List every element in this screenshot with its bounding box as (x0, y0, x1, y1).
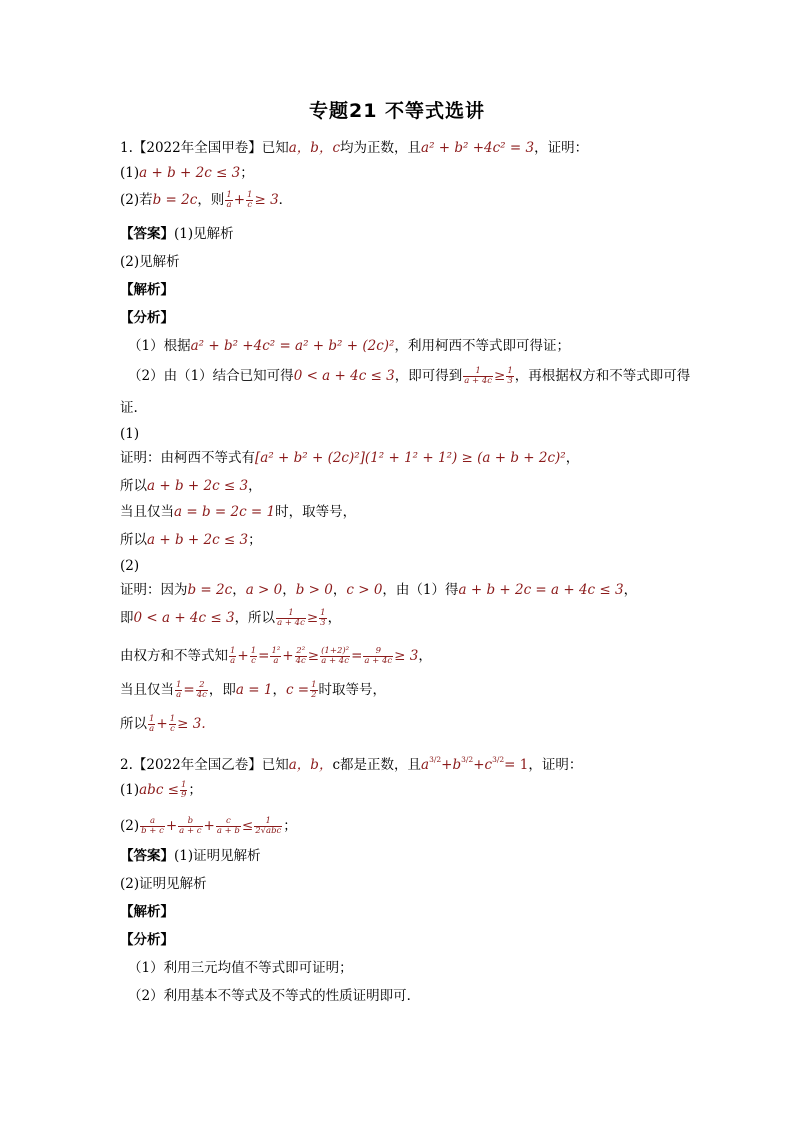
problem-2-question-1: (1)abc ≤ $\frac{1}{9}$ ； (120, 780, 202, 800)
problem-1-question-2: (2)若b = 2c，则 $\frac{1}{a}$ + $\frac{1}{c}$ ≥ 3． (120, 190, 293, 210)
analysis-2-line-2: （2）利用基本不等式及不等式的性质证明即可． (128, 988, 421, 1004)
fraction-1-over-a: $\frac{1}{a}$ (226, 190, 232, 210)
solution-2-line-4: 当且仅当 $\frac{1}{a}$ = $\frac{2}{4c}$ ，即a = 1，c = $\frac{1}{2}$ 时取等号， (120, 680, 387, 700)
analysis-1-line-1: （1）根据a² + b² +4c² = a² + b² + (2c)²，利用柯西不等式即可得证； (128, 338, 570, 354)
fenxi-label-1: 【分析】 (120, 310, 174, 326)
solution-1-label: (1) (120, 426, 140, 442)
problem-1-question-1: (1)a + b + 2c ≤ 3； (120, 165, 254, 181)
solution-2-line-5: 所以 $\frac{1}{a}$ + $\frac{1}{c}$ ≥ 3. (120, 714, 206, 734)
problem-2-question-2: (2) $\frac{a}{b + c}$ + $\frac{b}{a + c}$ + $\frac{c}{a + b}$ ≤ 1 2√abc ； (120, 816, 297, 836)
solution-2-line-2: 即0 < a + 4c ≤ 3，所以 $\frac{1}{a + 4c}$ ≥ $\frac{1}{3}$ ， (120, 608, 342, 628)
solution-2-label: (2) (120, 558, 140, 574)
solution-1-line-3: 当且仅当a = b = 2c = 1时，取等号， (120, 504, 357, 520)
fraction-1-over-c: $\frac{1}{c}$ (247, 190, 253, 210)
problem-1-statement: 1.【2022年全国甲卷】已知a，b，c均为正数，且a² + b² +4c² = 3，证明： (120, 140, 589, 156)
solution-2-line-1: 证明：因为b = 2c，a > 0，b > 0，c > 0，由（1）得a + b + 2c = a + 4c ≤ 3， (120, 582, 638, 598)
answer-1: 【答案】(1)见解析 (120, 226, 234, 242)
analysis-1-line-2: （2）由（1）结合已知可得0 < a + 4c ≤ 3，即可得到 $\frac{1}{a + 4c}$ ≥ $\frac{1}{3}$ ，再根据权方和不等式即可得 (128, 366, 691, 386)
solution-1-line-4: 所以a + b + 2c ≤ 3； (120, 532, 262, 548)
solution-1-line-2: 所以a + b + 2c ≤ 3， (120, 478, 262, 494)
solution-2-line-3: 由权方和不等式知 $\frac{1}{a}$ + $\frac{1}{c}$ = $\frac{\text{1²}}{a}$ + $\frac{\text{2²}}{4c}$ ≥ $\frac{\text{(1+2)²}}{a + 4c}$ = $\frac{9}{a + 4c}$ ≥ 3， (120, 646, 432, 666)
answer-1-part-2: (2)见解析 (120, 254, 180, 270)
answer-2-part-2: (2)证明见解析 (120, 876, 207, 892)
answer-2: 【答案】(1)证明见解析 (120, 848, 261, 864)
analysis-2-line-1: （1）利用三元均值不等式即可证明； (128, 960, 353, 976)
fenxi-label-2: 【分析】 (120, 932, 174, 948)
jiexi-label-1: 【解析】 (120, 282, 174, 298)
jiexi-label-2: 【解析】 (120, 904, 174, 920)
page-title: 专题21 不等式选讲 (308, 100, 486, 122)
problem-2-statement: 2.【2022年全国乙卷】已知a，b，c都是正数，且$a^{3/2}+b^{3/2}+c^{3/2}= 1$，证明： (120, 755, 583, 773)
analysis-1-line-2-wrap: 证. (120, 400, 138, 416)
solution-1-line-1: 证明：由柯西不等式有[a² + b² + (2c)²](1² + 1² + 1²) ≥ (a + b + 2c)²， (120, 450, 580, 466)
